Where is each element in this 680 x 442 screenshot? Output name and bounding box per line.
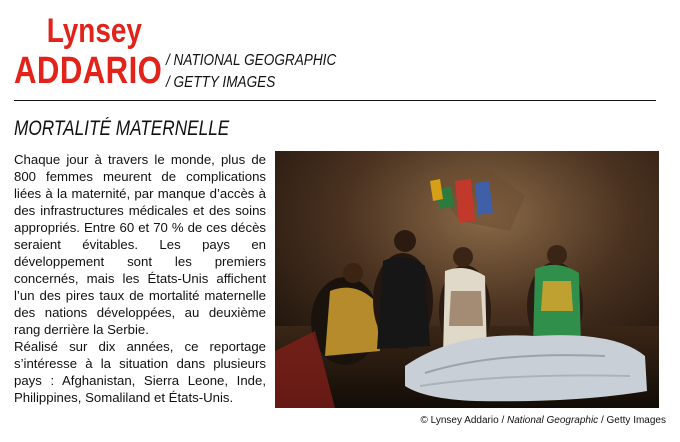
photographer-first-name: Lynsey — [46, 12, 142, 50]
photographer-last-name: ADDARIO — [14, 50, 163, 92]
reportage-photo — [275, 151, 659, 408]
credit-suffix: / Getty Images — [598, 415, 666, 426]
body-paragraph: Chaque jour à travers le monde, plus de 800 femmes meurent de complications liées à la maternité, par manque d’accès à des infrastructures médicales et des soins appropriés. Entre 60 et 70 % de ces décès seraient évitables. Les pays en développement sont les premiers concernés, mais les États-Unis affichent l’un des pires taux de mortalité maternelle des nations développées, au deuxième rang derrière la Serbie. — [14, 152, 266, 337]
agency-getty-images: / GETTY IMAGES — [166, 74, 276, 91]
agency-national-geographic: / NATIONAL GEOGRAPHIC — [166, 52, 337, 69]
photo-credit — [421, 415, 666, 427]
section-title: MORTALITÉ MATERNELLE — [14, 117, 230, 140]
credit-prefix: © Lynsey Addario / — [420, 415, 508, 426]
credit-agency: National Geographic — [507, 415, 599, 426]
body-paragraph: Réalisé sur dix années, ce reportage s’intéresse à la situation dans plusieurs pays : Afghanistan, Sierra Leone, Inde, Philippines, Somaliland et États-Unis. — [14, 339, 266, 405]
article-body — [14, 151, 266, 406]
header-divider — [14, 100, 656, 101]
agency-list — [166, 50, 336, 94]
